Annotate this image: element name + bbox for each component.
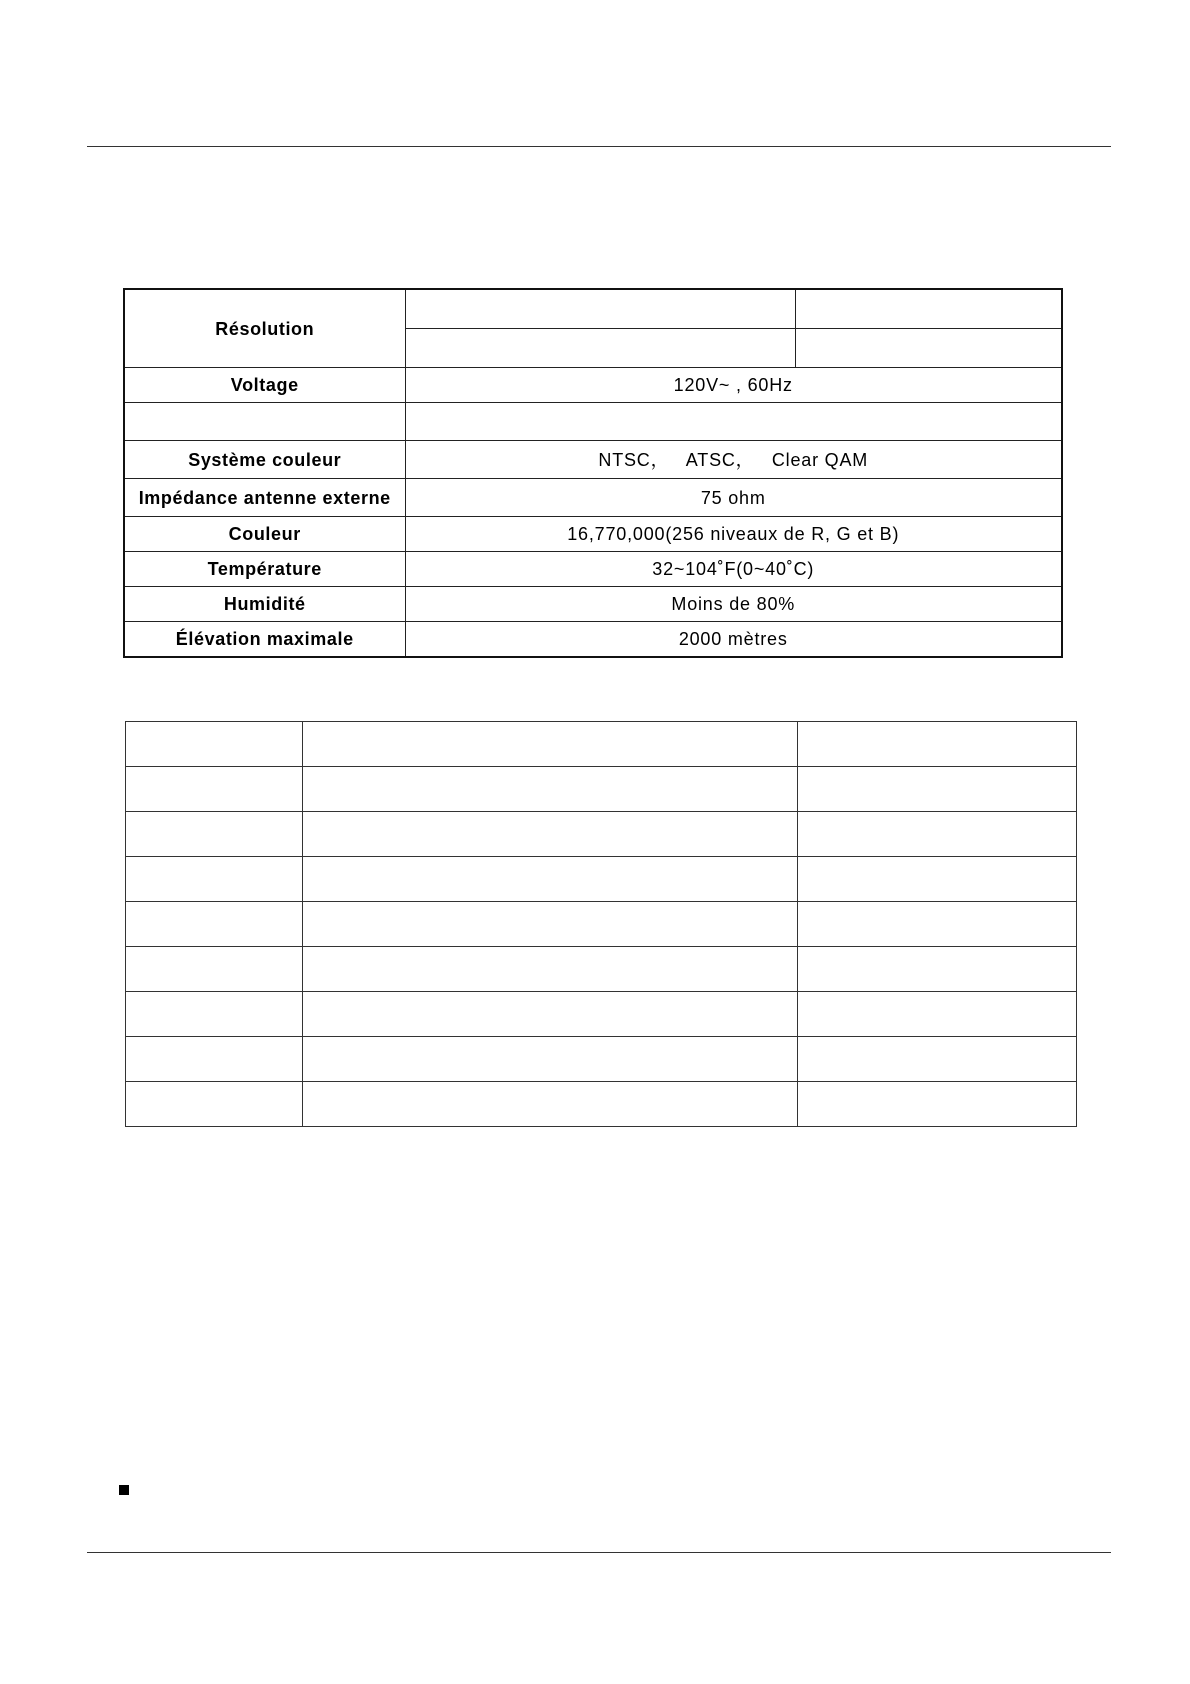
table-cell: [798, 992, 1077, 1037]
table-cell: [798, 767, 1077, 812]
resolution-cell: [405, 289, 795, 329]
table-cell: [126, 857, 303, 902]
table-row: [126, 722, 1077, 767]
header-rule: [87, 146, 1111, 147]
spec-value: 75 ohm: [405, 479, 1062, 517]
table-cell: [798, 722, 1077, 767]
spec-value: 2000 mètres: [405, 622, 1062, 658]
table-cell: [303, 992, 798, 1037]
spec-value: NTSC， ATSC， Clear QAM: [405, 441, 1062, 479]
table-row: [126, 767, 1077, 812]
specifications-table: [123, 288, 1063, 658]
table-cell: [126, 767, 303, 812]
table-row: [126, 947, 1077, 992]
table-cell: [303, 857, 798, 902]
table-cell: [126, 812, 303, 857]
table-row: [126, 902, 1077, 947]
table-cell: [798, 812, 1077, 857]
table-cell: [126, 1082, 303, 1127]
footer-rule: [87, 1552, 1111, 1553]
table-cell: [798, 902, 1077, 947]
spec-value: Moins de 80%: [405, 587, 1062, 622]
table-cell: [126, 947, 303, 992]
table-row: [126, 992, 1077, 1037]
table-cell: [303, 767, 798, 812]
table-cell: [798, 947, 1077, 992]
table-row: [126, 857, 1077, 902]
table-cell: [798, 1082, 1077, 1127]
table-cell: [126, 722, 303, 767]
spec-value: 32~104˚F(0~40˚C): [405, 552, 1062, 587]
spec-label: Impédance antenne externe: [124, 479, 405, 517]
resolution-cell: [795, 329, 1062, 368]
resolution-cell: [405, 329, 795, 368]
resolution-label: Résolution: [124, 289, 405, 368]
spec-label: Couleur: [124, 517, 405, 552]
table-cell: [303, 1037, 798, 1082]
table-row: [126, 1082, 1077, 1127]
table-cell: [126, 902, 303, 947]
table-cell: [303, 722, 798, 767]
spec-label: Humidité: [124, 587, 405, 622]
spec-row-elevation: [124, 622, 1062, 658]
spec-row-humidity: [124, 587, 1062, 622]
spec-row-empty: [124, 403, 1062, 441]
spec-label: Élévation maximale: [124, 622, 405, 658]
resolution-cell: [795, 289, 1062, 329]
spec-label: Voltage: [124, 368, 405, 403]
spec-value: 120V~ , 60Hz: [405, 368, 1062, 403]
spec-value: [405, 403, 1062, 441]
spec-row-color: [124, 517, 1062, 552]
table-cell: [303, 902, 798, 947]
spec-label: Système couleur: [124, 441, 405, 479]
spec-label: [124, 403, 405, 441]
spec-row-color-system: [124, 441, 1062, 479]
spec-label: Température: [124, 552, 405, 587]
spec-row-antenna: [124, 479, 1062, 517]
table-cell: [126, 1037, 303, 1082]
spec-row-voltage: [124, 368, 1062, 403]
table-row: [126, 1037, 1077, 1082]
table-cell: [126, 992, 303, 1037]
bullet-square-icon: [119, 1485, 129, 1495]
spec-row-temperature: [124, 552, 1062, 587]
empty-grid-table: [125, 721, 1077, 1127]
table-cell: [303, 1082, 798, 1127]
table-cell: [798, 1037, 1077, 1082]
table-cell: [798, 857, 1077, 902]
spec-value: 16,770,000(256 niveaux de R, G et B): [405, 517, 1062, 552]
table-cell: [303, 947, 798, 992]
table-cell: [303, 812, 798, 857]
spec-row-resolution: [124, 289, 1062, 329]
table-row: [126, 812, 1077, 857]
